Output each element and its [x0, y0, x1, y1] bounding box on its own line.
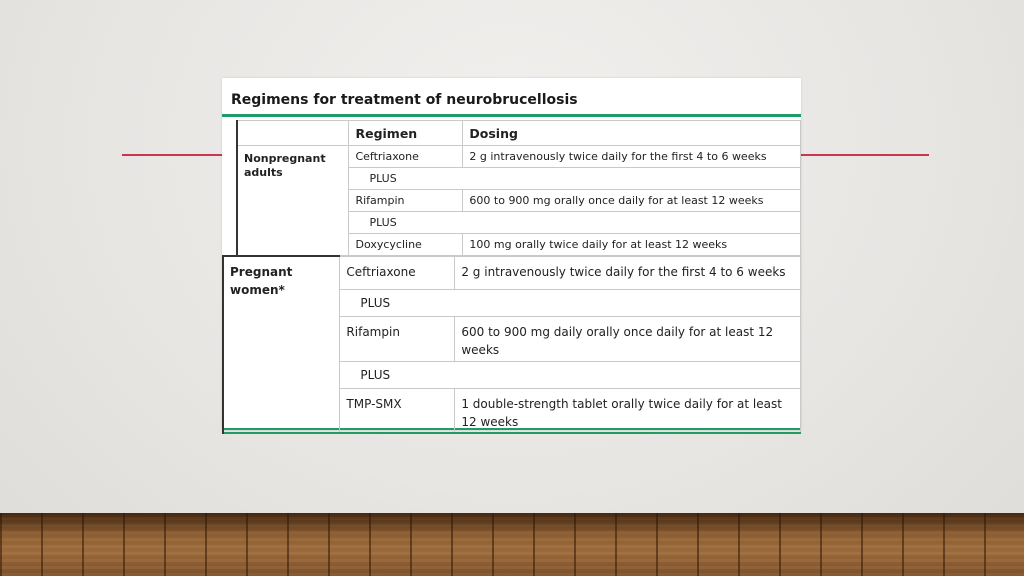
plus-cell: PLUS	[349, 168, 801, 190]
nonpregnant-table	[236, 120, 801, 256]
title-underline	[222, 114, 801, 117]
dosing-cell: 2 g intravenously twice daily for the first 4 to 6 weeks	[463, 146, 801, 168]
dosing-cell: 2 g intravenously twice daily for the first 4 to 6 weeks	[455, 256, 801, 289]
pregnant-group-label: Pregnant women*	[223, 256, 340, 433]
regimen-cell: Doxycycline	[349, 234, 463, 256]
header-dosing: Dosing	[463, 121, 801, 146]
table-title: Regimens for treatment of neurobrucellosis	[231, 92, 578, 108]
wood-floor	[0, 513, 1024, 576]
header-regimen: Regimen	[349, 121, 463, 146]
regimen-table-image	[222, 78, 801, 430]
regimen-cell: Ceftriaxone	[349, 146, 463, 168]
plus-cell: PLUS	[349, 212, 801, 234]
dosing-cell: 600 to 900 mg orally once daily for at least 12 weeks	[463, 190, 801, 212]
nonpregnant-group-label: Nonpregnant adults	[237, 146, 349, 256]
dosing-cell: 100 mg orally twice daily for at least 12 weeks	[463, 234, 801, 256]
header-row	[237, 121, 801, 146]
pregnant-table	[222, 255, 801, 434]
dosing-cell: 600 to 900 mg daily orally once daily for at least 12 weeks	[455, 316, 801, 361]
header-group-cell	[237, 121, 349, 146]
regimen-cell: Rifampin	[349, 190, 463, 212]
plus-cell: PLUS	[340, 361, 801, 388]
dosing-cell: 1 double-strength tablet orally twice daily for at least 12 weeks	[455, 388, 801, 433]
accent-line-right	[801, 154, 929, 156]
regimen-cell: TMP-SMX	[340, 388, 455, 433]
table-row	[237, 146, 801, 168]
plus-cell: PLUS	[340, 289, 801, 316]
table-row	[223, 256, 801, 289]
regimen-cell: Ceftriaxone	[340, 256, 455, 289]
regimen-cell: Rifampin	[340, 316, 455, 361]
accent-line-left	[122, 154, 223, 156]
